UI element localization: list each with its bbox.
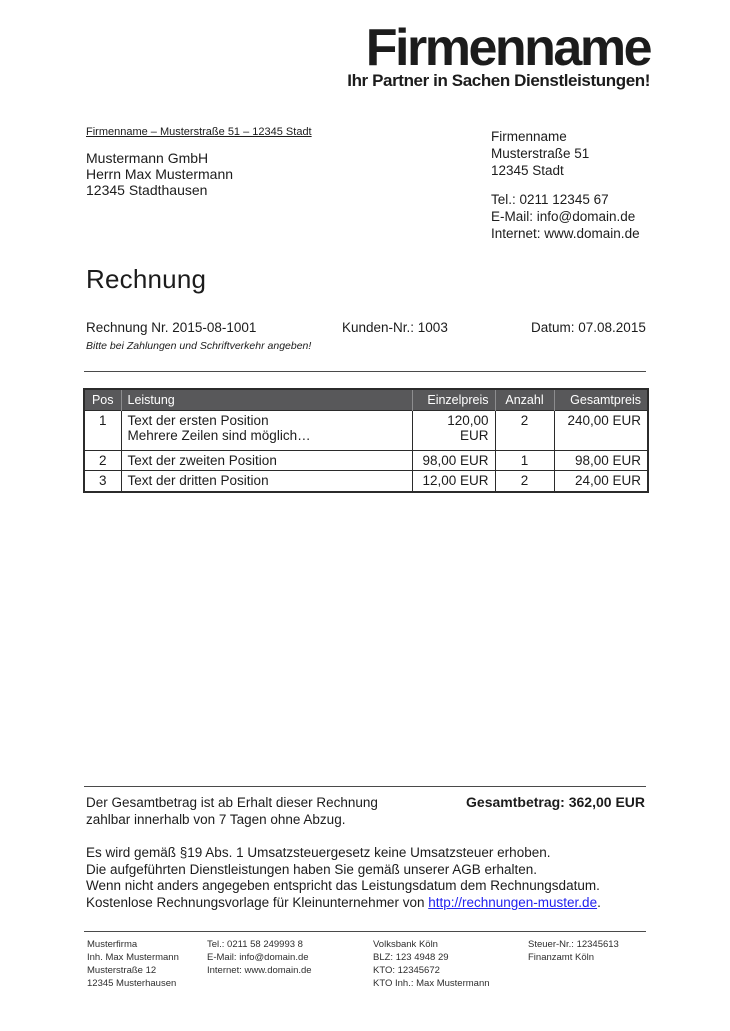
template-source-link[interactable]: http://rechnungen-muster.de xyxy=(428,894,598,910)
cell-anzahl: 1 xyxy=(495,450,554,471)
invoice-meta-row xyxy=(0,320,730,338)
table-row xyxy=(84,471,648,492)
legal-note-line-2: Die aufgeführten Dienstleistungen haben Sie gemäß unserer AGB erhalten. xyxy=(86,861,538,877)
invoice-meta-note: Bitte bei Zahlungen und Schriftverkehr angeben! xyxy=(86,340,312,352)
recipient-company: Mustermann GmbH xyxy=(86,150,209,166)
col-header-einzelpreis: Einzelpreis xyxy=(412,389,495,410)
cell-gesamtpreis: 98,00 EUR xyxy=(554,450,648,471)
table-row xyxy=(84,410,648,450)
legal-note-line-4 xyxy=(86,895,601,912)
legal-note-line-3: Wenn nicht anders angegeben entspricht das Leistungsdatum dem Rechnungsdatum. xyxy=(86,878,600,893)
legal-note-line-1: Es wird gemäß §19 Abs. 1 Umsatzsteuergesetz keine Umsatzsteuer erhoben. xyxy=(86,845,551,860)
contact-email: E-Mail: info@domain.de xyxy=(491,209,636,224)
footer-bank-blz: BLZ: 123 4948 29 xyxy=(373,952,449,963)
cell-einzelpreis: 98,00 EUR xyxy=(412,450,495,471)
footer-tax-column xyxy=(528,938,619,964)
cell-leistung: Text der dritten Position xyxy=(121,471,412,492)
cell-einzelpreis: 120,00 EUR xyxy=(412,410,495,450)
footer-tax-office: Finanzamt Köln xyxy=(528,952,595,963)
document-title: Rechnung xyxy=(86,264,207,294)
cell-leistung: Text der zweiten Position xyxy=(121,450,412,471)
table-row xyxy=(84,450,648,471)
footer-bank-holder: KTO Inh.: Max Mustermann xyxy=(373,978,490,989)
company-logo-tagline: Ihr Partner in Sachen Dienstleistungen! xyxy=(347,71,650,90)
leistung-line-1: Text der ersten Position xyxy=(127,412,269,428)
footer-contact-column xyxy=(207,938,312,977)
company-contact-block xyxy=(491,128,640,242)
template-credit-text: Kostenlose Rechnungsvorlage für Kleinunternehmer von xyxy=(86,894,429,910)
contact-street: Musterstraße 51 xyxy=(491,146,590,161)
company-logo xyxy=(347,19,650,91)
cell-pos: 2 xyxy=(84,450,121,471)
line-items-table xyxy=(83,388,649,493)
contact-website: Internet: www.domain.de xyxy=(491,226,640,241)
footer-bank-account: KTO: 12345672 xyxy=(373,965,440,976)
company-logo-title: Firmenname xyxy=(365,19,650,77)
table-header-row xyxy=(84,389,648,410)
legal-notes xyxy=(86,845,601,911)
col-header-pos: Pos xyxy=(84,389,121,410)
cell-gesamtpreis: 24,00 EUR xyxy=(554,471,648,492)
footer-phone: Tel.: 0211 58 249993 8 xyxy=(207,939,303,950)
footer-company-column xyxy=(87,938,179,990)
payment-terms-line-1: Der Gesamtbetrag ist ab Erhalt dieser Rechnung xyxy=(86,795,378,810)
divider-above-footer xyxy=(84,931,646,932)
cell-einzelpreis: 12,00 EUR xyxy=(412,471,495,492)
footer-website: Internet: www.domain.de xyxy=(207,965,312,976)
col-header-leistung: Leistung xyxy=(121,389,412,410)
divider-above-table xyxy=(84,371,646,372)
cell-pos: 3 xyxy=(84,471,121,492)
grand-total: Gesamtbetrag: 362,00 EUR xyxy=(466,794,645,810)
contact-phone: Tel.: 0211 12345 67 xyxy=(491,192,609,207)
footer-email: E-Mail: info@domain.de xyxy=(207,952,309,963)
cell-gesamtpreis: 240,00 EUR xyxy=(554,410,648,450)
footer-company-name: Musterfirma xyxy=(87,939,138,950)
footer-company-owner: Inh. Max Mustermann xyxy=(87,952,179,963)
contact-company-name: Firmenname xyxy=(491,129,567,144)
payment-terms-line-2: zahlbar innerhalb von 7 Tagen ohne Abzug. xyxy=(86,812,346,827)
leistung-line-2: Mehrere Zeilen sind möglich… xyxy=(127,428,311,443)
recipient-address xyxy=(86,150,233,198)
cell-pos: 1 xyxy=(84,410,121,450)
footer-bank-name: Volksbank Köln xyxy=(373,939,438,950)
col-header-anzahl: Anzahl xyxy=(495,389,554,410)
divider-above-total xyxy=(84,786,646,787)
footer-company-street: Musterstraße 12 xyxy=(87,965,157,976)
contact-city: 12345 Stadt xyxy=(491,163,564,178)
footer-tax-number: Steuer-Nr.: 12345613 xyxy=(528,939,619,950)
cell-leistung xyxy=(121,410,412,450)
sender-return-address: Firmenname – Musterstraße 51 – 12345 Stadt xyxy=(86,126,312,138)
col-header-gesamtpreis: Gesamtpreis xyxy=(554,389,648,410)
recipient-city: 12345 Stadthausen xyxy=(86,182,208,198)
invoice-number: Rechnung Nr. 2015-08-1001 xyxy=(86,320,257,335)
cell-anzahl: 2 xyxy=(495,410,554,450)
cell-anzahl: 2 xyxy=(495,471,554,492)
payment-terms xyxy=(86,794,378,828)
invoice-date: Datum: 07.08.2015 xyxy=(531,320,646,335)
template-credit-period: . xyxy=(597,894,601,910)
footer-company-city: 12345 Musterhausen xyxy=(87,978,177,989)
recipient-name: Herrn Max Mustermann xyxy=(86,166,234,182)
footer-bank-column xyxy=(373,938,490,990)
customer-number: Kunden-Nr.: 1003 xyxy=(342,320,448,335)
